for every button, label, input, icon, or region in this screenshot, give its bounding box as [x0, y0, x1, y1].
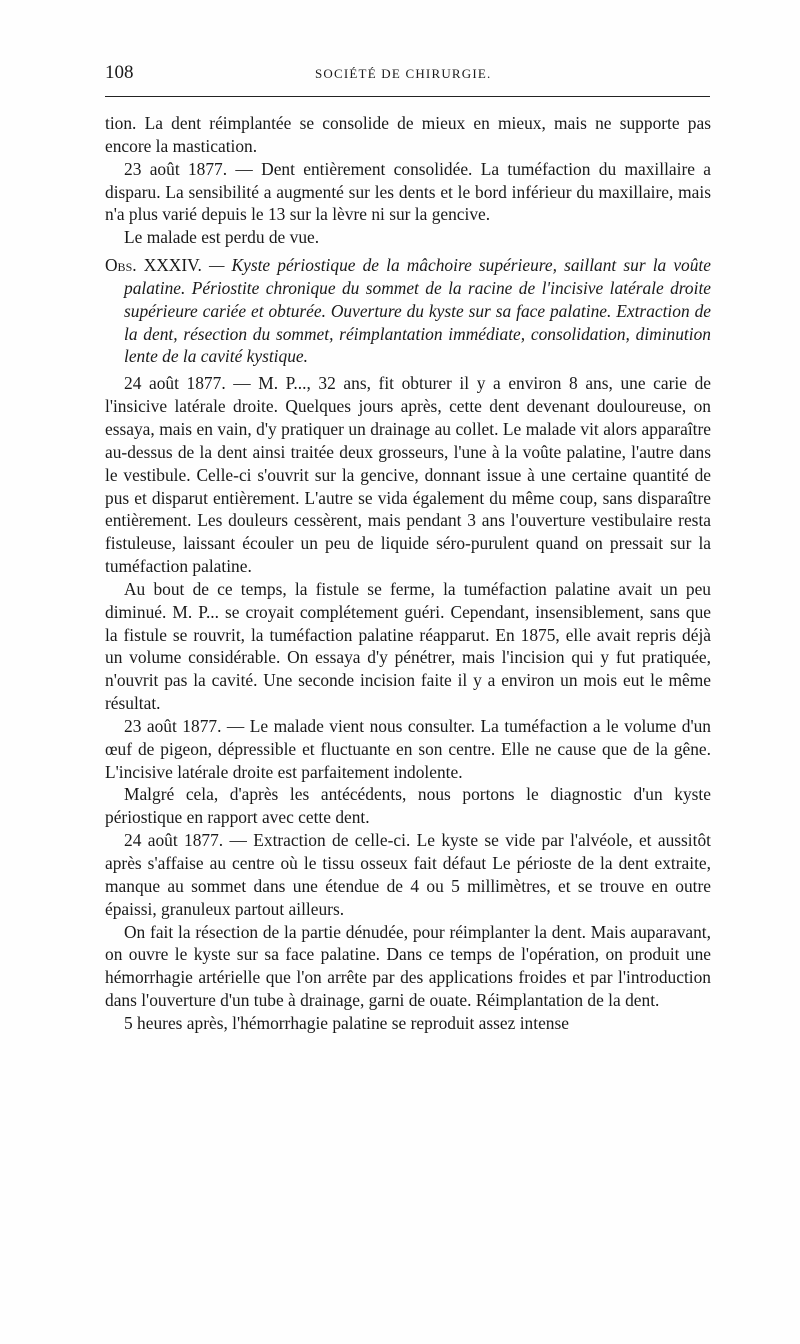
- running-head: [105, 62, 710, 88]
- observation-heading: [105, 254, 711, 368]
- paragraph: 5 heures après, l'hémorrhagie palatine se reproduit assez intense: [124, 1012, 569, 1033]
- body-text: [105, 112, 711, 1035]
- paragraph: 23 août 1877. — Le malade vient nous consulter. La tuméfaction a le volume d'un œuf de pigeon, dépressible et fluctuante en son centre. Elle ne cause que de la gêne. L'incisive latérale droite est parfaitement indolente.: [105, 715, 711, 782]
- paragraph: tion. La dent réimplantée se consolide de mieux en mieux, mais ne supporte pas encore la mastication.: [105, 113, 711, 156]
- paragraph: 24 août 1877. — Extraction de celle-ci. Le kyste se vide par l'alvéole, et aussitôt après s'affaise au centre où le tissu osseux fait défaut Le périoste de la dent extraite, manque au sommet dans une étendue de 4 ou 5 millimètres, et se trouve en outre épaissi, granuleux partout ailleurs.: [105, 830, 711, 919]
- observation-label: Obs. XXXIV.: [105, 255, 202, 276]
- paragraph: Malgré cela, d'après les antécédents, nous portons le diagnostic d'un kyste périostique en rapport avec cette dent.: [105, 784, 711, 828]
- journal-title: SOCIÉTÉ DE CHIRURGIE.: [315, 66, 492, 81]
- paragraph: Au bout de ce temps, la fistule se ferme, la tuméfaction palatine avait un peu diminué. M. P... se croyait complétement guéri. Cependant, insensiblement, sans que la fistule se rouvrit, la tuméfaction palatine réapparut. En 1875, elle avait repris déjà un volume considérable. On essaya d'y pénétrer, mais l'incision qui y fut pratiquée, n'ouvrit pas la cavité. Une seconde incision faite il y a environ un mois eut le même résultat.: [105, 578, 711, 714]
- observation-title: — Kyste périostique de la mâchoire supérieure, saillant sur la voûte palatine. Périostite chronique du sommet de la racine de l'incisive latérale droite supérieure cariée et obturée. Ouverture du kyste sur sa face palatine. Extraction de la dent, résection du sommet, réimplantation immédiate, consolidation, diminution lente de la cavité kystique.: [124, 255, 711, 367]
- paragraph: Le malade est perdu de vue.: [124, 227, 320, 248]
- paragraph: 23 août 1877. — Dent entièrement consolidée. La tuméfaction du maxillaire a disparu. La sensibilité a augmenté sur les dents et le bord inférieur du maxillaire, mais n'a plus varié depuis le 13 sur la lèvre ni sur la gencive.: [105, 158, 711, 225]
- paragraph: 24 août 1877. — M. P..., 32 ans, fit obturer il y a environ 8 ans, une carie de l'insicive latérale droite. Quelques jours après, cette dent devenant douloureuse, on essaya, mais en vain, d'y pratiquer un drainage au collet. Le malade vit alors apparaître au-dessus de la dent ainsi traitée deux grosseurs, l'une à la voûte palatine, l'autre dans le vestibule. Celle-ci s'ouvrit sur la gencive, donnant issue à une certaine quantité de pus et disparut entièrement. L'autre se vida également du même coup, sans disparaître entièrement. Les douleurs cessèrent, mais pendant 3 ans l'ouverture vestibulaire resta fistuleuse, laissant écouler un peu de liquide séro-purulent quand on pressait sur la tuméfaction palatine.: [105, 373, 711, 577]
- paragraph: On fait la résection de la partie dénudée, pour réimplanter la dent. Mais auparavant, on ouvre le kyste sur sa face palatine. Dans ce temps de l'opération, on produit une hémorrhagie artérielle que l'on arrête par des applications froides et par l'introduction dans l'ouverture d'un tube à drainage, garni de ouate. Réimplantation de la dent.: [105, 921, 711, 1011]
- header-rule: [105, 96, 710, 97]
- page-number: 108: [105, 62, 134, 83]
